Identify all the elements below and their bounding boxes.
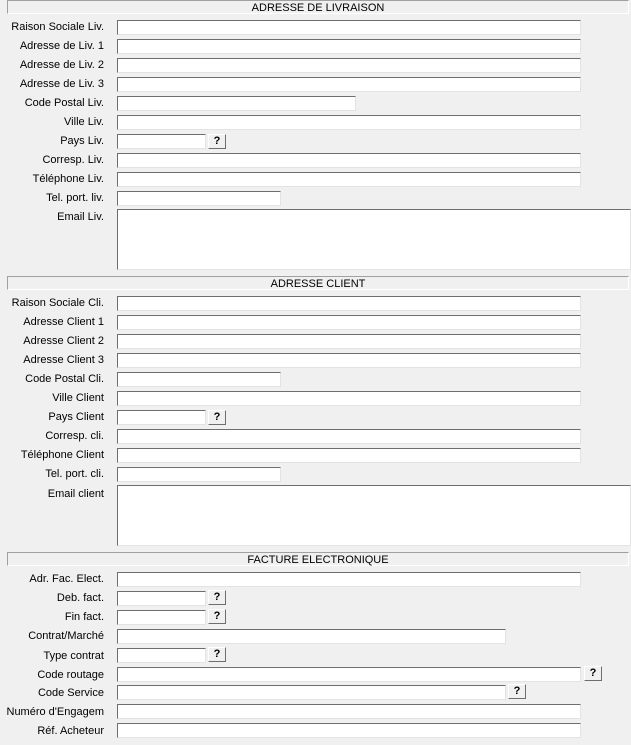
label-raison-sociale-cli: Raison Sociale Cli. bbox=[11, 297, 104, 309]
label-adresse-liv-1: Adresse de Liv. 1 bbox=[19, 40, 104, 52]
input-adresse-client-3[interactable] bbox=[117, 353, 581, 368]
input-contrat-marche[interactable] bbox=[117, 629, 506, 644]
code-routage-lookup-button[interactable]: ? bbox=[584, 666, 602, 681]
label-type-contrat: Type contrat bbox=[43, 650, 104, 662]
pays-client-lookup-button[interactable]: ? bbox=[208, 410, 226, 425]
input-telephone-client[interactable] bbox=[117, 448, 581, 463]
label-adresse-liv-2: Adresse de Liv. 2 bbox=[19, 59, 104, 71]
input-tel-port-cli[interactable] bbox=[117, 467, 281, 482]
input-code-postal-cli[interactable] bbox=[117, 372, 281, 387]
input-adr-fac-elect[interactable] bbox=[117, 572, 581, 587]
label-adresse-liv-3: Adresse de Liv. 3 bbox=[19, 78, 104, 90]
label-telephone-client: Téléphone Client bbox=[20, 449, 104, 461]
label-raison-sociale-liv: Raison Sociale Liv. bbox=[11, 21, 104, 33]
pays-liv-lookup-button[interactable]: ? bbox=[208, 134, 226, 149]
label-deb-fact: Deb. fact. bbox=[56, 592, 104, 604]
input-ville-liv[interactable] bbox=[117, 115, 581, 130]
section-header-facture: FACTURE ELECTRONIQUE bbox=[7, 552, 629, 566]
label-ville-client: Ville Client bbox=[52, 392, 104, 404]
input-adresse-client-1[interactable] bbox=[117, 315, 581, 330]
label-corresp-cli: Corresp. cli. bbox=[45, 430, 104, 442]
section-header-client: ADRESSE CLIENT bbox=[7, 276, 629, 290]
code-service-lookup-button[interactable]: ? bbox=[508, 684, 526, 699]
input-fin-fact[interactable] bbox=[117, 610, 206, 625]
label-numero-engagement: Numéro d'Engagem bbox=[6, 706, 104, 718]
deb-fact-lookup-button[interactable]: ? bbox=[208, 590, 226, 605]
label-code-service: Code Service bbox=[37, 687, 104, 699]
input-ref-acheteur[interactable] bbox=[117, 723, 581, 738]
label-tel-port-liv: Tel. port. liv. bbox=[46, 192, 104, 204]
input-numero-engagement[interactable] bbox=[117, 704, 581, 719]
label-email-liv: Email Liv. bbox=[57, 211, 104, 223]
label-adresse-client-3: Adresse Client 3 bbox=[23, 354, 104, 366]
label-contrat-marche: Contrat/Marché bbox=[28, 630, 104, 642]
input-adresse-liv-2[interactable] bbox=[117, 58, 581, 73]
input-adresse-liv-3[interactable] bbox=[117, 77, 581, 92]
input-pays-liv[interactable] bbox=[117, 134, 206, 149]
label-adr-fac-elect: Adr. Fac. Elect. bbox=[29, 573, 104, 585]
input-code-postal-liv[interactable] bbox=[117, 96, 356, 111]
label-corresp-liv: Corresp. Liv. bbox=[42, 154, 104, 166]
section-header-livraison: ADRESSE DE LIVRAISON bbox=[7, 0, 629, 14]
label-ville-liv: Ville Liv. bbox=[64, 116, 104, 128]
input-code-service[interactable] bbox=[117, 685, 506, 700]
input-tel-port-liv[interactable] bbox=[117, 191, 281, 206]
label-pays-liv: Pays Liv. bbox=[60, 135, 104, 147]
label-fin-fact: Fin fact. bbox=[64, 611, 104, 623]
label-telephone-liv: Téléphone Liv. bbox=[32, 173, 104, 185]
input-type-contrat[interactable] bbox=[117, 648, 206, 663]
label-ref-acheteur: Réf. Acheteur bbox=[37, 725, 104, 737]
input-corresp-liv[interactable] bbox=[117, 153, 581, 168]
input-telephone-liv[interactable] bbox=[117, 172, 581, 187]
textarea-email-client[interactable] bbox=[117, 485, 631, 546]
input-adresse-client-2[interactable] bbox=[117, 334, 581, 349]
label-code-postal-cli: Code Postal Cli. bbox=[25, 373, 104, 385]
label-pays-client: Pays Client bbox=[48, 411, 104, 423]
input-raison-sociale-cli[interactable] bbox=[117, 296, 581, 311]
label-tel-port-cli: Tel. port. cli. bbox=[45, 468, 104, 480]
input-code-routage[interactable] bbox=[117, 667, 581, 682]
input-pays-client[interactable] bbox=[117, 410, 206, 425]
label-code-postal-liv: Code Postal Liv. bbox=[24, 97, 104, 109]
label-adresse-client-1: Adresse Client 1 bbox=[23, 316, 104, 328]
input-deb-fact[interactable] bbox=[117, 591, 206, 606]
input-raison-sociale-liv[interactable] bbox=[117, 20, 581, 35]
fin-fact-lookup-button[interactable]: ? bbox=[208, 609, 226, 624]
textarea-email-liv[interactable] bbox=[117, 209, 631, 270]
input-adresse-liv-1[interactable] bbox=[117, 39, 581, 54]
input-corresp-cli[interactable] bbox=[117, 429, 581, 444]
label-code-routage: Code routage bbox=[37, 669, 104, 681]
label-adresse-client-2: Adresse Client 2 bbox=[23, 335, 104, 347]
input-ville-client[interactable] bbox=[117, 391, 581, 406]
type-contrat-lookup-button[interactable]: ? bbox=[208, 647, 226, 662]
label-email-client: Email client bbox=[47, 488, 104, 500]
